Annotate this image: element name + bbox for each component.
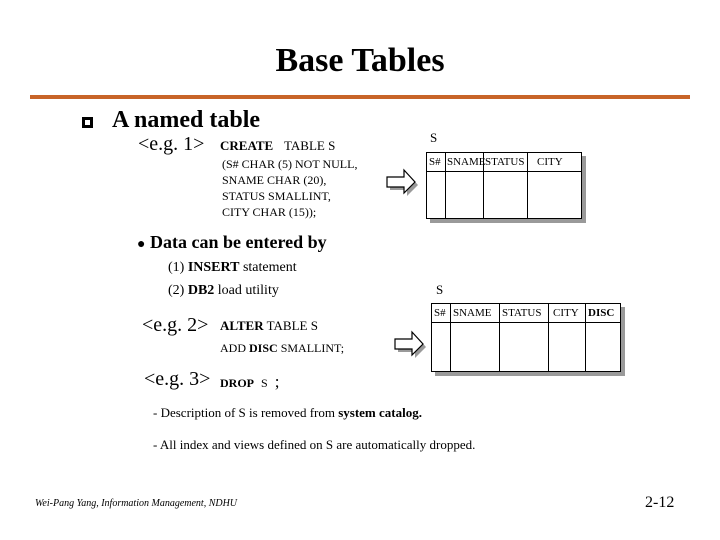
data-entry-item-2 — [168, 283, 279, 299]
alter-rest: TABLE S — [266, 318, 318, 333]
drop-target: S — [261, 376, 268, 390]
note-1-text: - Description of S is removed from — [153, 405, 335, 420]
add-keyword: ADD — [220, 341, 246, 355]
item-keyword: DB2 — [187, 283, 215, 298]
page-title: Base Tables — [275, 42, 445, 79]
column-header: S# — [429, 156, 441, 168]
item-keyword: INSERT — [187, 260, 240, 275]
item-number: (1) — [168, 260, 185, 275]
square-bullet-icon — [82, 117, 93, 128]
example2-label: <e.g. 2> — [142, 314, 209, 336]
table-s-altered — [431, 303, 621, 372]
example1-label: <e.g. 1> — [138, 133, 205, 155]
column-header: CITY — [537, 156, 563, 168]
right-arrow-icon — [393, 330, 429, 360]
table1-name: S — [430, 130, 438, 145]
title-divider — [30, 95, 690, 99]
right-arrow-icon — [385, 168, 421, 198]
column-header: STATUS — [485, 156, 525, 168]
data-entry-item-1 — [168, 260, 297, 276]
footer-credit: Wei-Pang Yang, Information Management, NDHU — [35, 498, 238, 509]
column-header: S# — [434, 307, 446, 319]
drop-semicolon: ; — [274, 372, 280, 391]
example1-line-3: STATUS SMALLINT, — [222, 189, 331, 203]
item-text: statement — [242, 260, 297, 275]
item-number: (2) — [168, 283, 185, 298]
example2-add-line — [220, 341, 344, 356]
main-bullet-text: A named table — [112, 107, 261, 133]
drop-keyword: DROP — [220, 376, 254, 390]
table2-name: S — [436, 282, 444, 297]
example1-table-kw: TABLE S — [284, 138, 336, 153]
alter-keyword: ALTER — [220, 318, 264, 333]
example1-line-2: SNAME CHAR (20), — [222, 173, 327, 187]
data-entry-heading-text: Data can be entered by — [149, 232, 327, 252]
column-header: SNAME — [447, 156, 486, 168]
disc-keyword: DISC — [249, 341, 278, 355]
add-type: SMALLINT; — [280, 341, 345, 355]
example2-alter-line — [220, 318, 318, 334]
column-header: STATUS — [502, 307, 542, 319]
circle-bullet-icon: ● — [137, 237, 146, 252]
data-entry-heading — [137, 232, 327, 253]
example3-label: <e.g. 3> — [144, 368, 211, 390]
column-header-new: DISC — [588, 307, 615, 319]
example3-drop-line — [220, 372, 279, 392]
note-1 — [153, 405, 422, 421]
example1-create: CREATE — [220, 138, 274, 153]
table-s-schema — [426, 152, 582, 219]
item-text: load utility — [217, 283, 279, 298]
example1-line-1: (S# CHAR (5) NOT NULL, — [222, 157, 358, 171]
note-1-bold: system catalog. — [338, 405, 422, 420]
example1-line-4: CITY CHAR (15)); — [222, 205, 317, 219]
note-2: - All index and views defined on S are automatically dropped. — [153, 437, 476, 452]
page-number: 2-12 — [645, 494, 675, 511]
column-header: CITY — [553, 307, 579, 319]
column-header: SNAME — [453, 307, 492, 319]
